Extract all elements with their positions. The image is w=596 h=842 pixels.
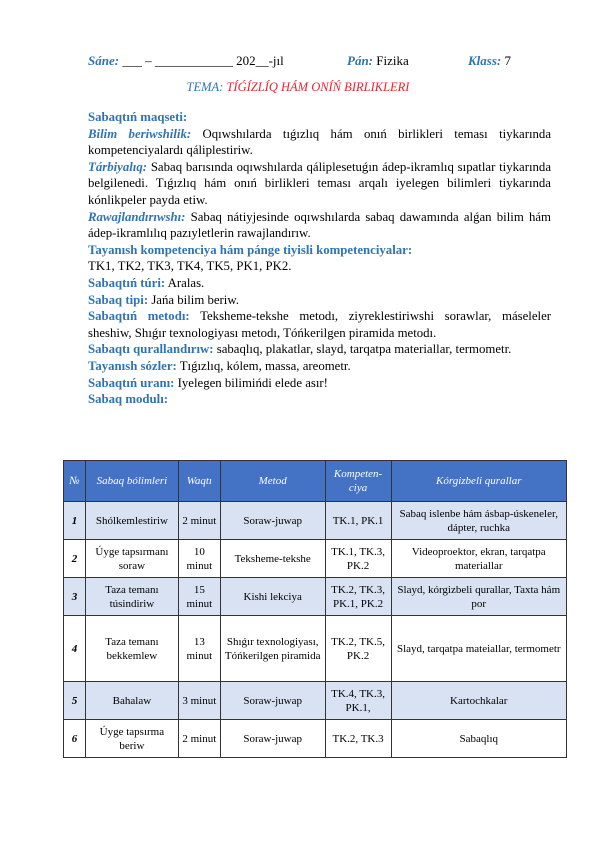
lesson-type-label: Sabaq tipi:: [88, 292, 149, 307]
developing-goal-text: Sabaq nátiyjesinde oqıwshılarda sabaq dawamında alǵan bilim hám ádep-ikramlılıq pazıyletlerin rawajlandırıw.: [88, 209, 551, 241]
row-section: Taza temanı túsindiriw: [85, 578, 178, 616]
methods-label: Sabaqtıń metodı:: [88, 309, 190, 324]
row-competency: TK.2, TK.5, PK.2: [325, 616, 391, 682]
competencies-value: TK1, TK2, TK3, TK4, TK5, PK1, PK2.: [88, 259, 292, 274]
table-row: [64, 616, 567, 682]
module-heading: Sabaq modulı:: [88, 392, 169, 407]
col-header-time: Waqtı: [178, 461, 220, 502]
col-header-method: Metod: [220, 461, 325, 502]
topic-line: [0, 80, 596, 95]
row-competency: TK.2, TK.3, PK.1, PK.2: [325, 578, 391, 616]
row-number: 3: [64, 578, 86, 616]
table-header-row: [64, 461, 567, 502]
goals-heading: Sabaqtıń maqseti:: [88, 110, 188, 124]
row-time: 2 minut: [178, 502, 220, 540]
competencies-label: Tayanısh kompetenciya hám pánge tiyisli kompetenciyalar:: [88, 242, 413, 257]
motto-value: Iyelegen bilimińdi elede asır!: [177, 375, 328, 390]
row-tools: Videoproektor, ekran, tarqatpa materiallar: [391, 540, 566, 578]
key-words-label: Tayanısh sózler:: [88, 358, 177, 373]
subject-field: [347, 53, 409, 69]
upbringing-goal: [88, 159, 551, 209]
lesson-kind-label: Sabaqtıń túri:: [88, 275, 166, 290]
developing-goal-label: Rawajlandırıwshı:: [88, 209, 186, 224]
row-number: 4: [64, 616, 86, 682]
table-row: [64, 682, 567, 720]
date-field: [88, 53, 284, 69]
subject-value: Fizika: [376, 53, 409, 68]
educational-goal-label: Bilim beriwshilik:: [88, 126, 192, 141]
educational-goal: [88, 126, 551, 159]
educational-goal-text: Oqıwshılarda tıǵızlıq hám onıń birlikleri teması tiykarında kompetenciyalardı qáliplestiriw.: [88, 126, 551, 158]
row-section: Shólkemlestiriw: [85, 502, 178, 540]
row-competency: TK.2, TK.3: [325, 720, 391, 758]
row-competency: TK.1, PK.1: [325, 502, 391, 540]
col-header-section: Sabaq bólimleri: [85, 461, 178, 502]
key-words-value: Tıǵızlıq, kólem, massa, areometr.: [179, 358, 351, 373]
row-number: 6: [64, 720, 86, 758]
row-competency: TK.1, TK.3, PK.2: [325, 540, 391, 578]
row-time: 3 minut: [178, 682, 220, 720]
motto-label: Sabaqtıń uranı:: [88, 375, 175, 390]
row-time: 2 minut: [178, 720, 220, 758]
row-tools: Slayd, tarqatpa mateiallar, termometr: [391, 616, 566, 682]
row-section: Úyge tapsırma beriw: [85, 720, 178, 758]
lesson-module-table: [63, 460, 567, 758]
col-header-tools: Kórgizbeli qurallar: [391, 461, 566, 502]
lesson-type-value: Jańa bilim beriw.: [151, 292, 239, 307]
row-section: Úyge tapsırmanı soraw: [85, 540, 178, 578]
date-value: ___ – ____________ 202__-jıl: [122, 53, 284, 68]
row-competency: TK.4, TK.3, PK.1,: [325, 682, 391, 720]
date-label: Sáne:: [88, 53, 120, 68]
row-time: 15 minut: [178, 578, 220, 616]
row-method: Soraw-juwap: [220, 682, 325, 720]
row-tools: Slayd, kórgizbeli qurallar, Taxta hám por: [391, 578, 566, 616]
row-method: Soraw-juwap: [220, 720, 325, 758]
row-number: 5: [64, 682, 86, 720]
lesson-kind-value: Aralas.: [167, 275, 205, 290]
table-row: [64, 540, 567, 578]
equipment-value: sabaqlıq, plakatlar, slayd, tarqatpa materiallar, termometr.: [216, 342, 512, 357]
equipment-label: Sabaqtı qurallandırıw:: [88, 342, 214, 357]
upbringing-goal-text: Sabaq barısında oqıwshılarda qáliplesetuǵın ádep-ikramlıq sıpatlar tiykarında belgilenedi. Tıǵızlıq hám onıń birlikleri teması arqalı iyelegen bilimleri tiykarında kónlikpeler payda etiw.: [88, 159, 552, 207]
row-section: Taza temanı bekkemlew: [85, 616, 178, 682]
header-line: [88, 53, 548, 71]
lesson-plan-body: [88, 109, 551, 408]
row-section: Bahalaw: [85, 682, 178, 720]
upbringing-goal-label: Tárbiyalıq:: [88, 159, 147, 174]
col-header-number: №: [64, 461, 86, 502]
row-tools: Sabaqlıq: [391, 720, 566, 758]
methods-value: Teksheme-tekshe metodı, ziyreklestiriwshi sorawlar, máseleler sheshiw, Shıǵır texnologiyası metodı, Tóńkerilgen piramida metodı.: [88, 309, 552, 340]
class-label: Klass:: [468, 53, 502, 68]
row-method: Teksheme-tekshe: [220, 540, 325, 578]
row-time: 13 minut: [178, 616, 220, 682]
table-row: [64, 720, 567, 758]
table-row: [64, 502, 567, 540]
row-number: 1: [64, 502, 86, 540]
col-header-competency: Kompeten-ciya: [325, 461, 391, 502]
developing-goal: [88, 209, 551, 242]
row-tools: Kartochkalar: [391, 682, 566, 720]
row-method: Shıǵır texnologiyası, Tóńkerilgen piramida: [220, 616, 325, 682]
row-method: Soraw-juwap: [220, 502, 325, 540]
row-time: 10 minut: [178, 540, 220, 578]
class-field: [468, 53, 511, 69]
row-method: Kishi lekciya: [220, 578, 325, 616]
topic-label: TEMA:: [186, 80, 224, 94]
row-tools: Sabaq islenbe hám ásbap-úskeneler, dápter, ruchka: [391, 502, 566, 540]
class-value: 7: [504, 53, 511, 68]
table-row: [64, 578, 567, 616]
subject-label: Pán:: [347, 53, 373, 68]
row-number: 2: [64, 540, 86, 578]
topic-title: TÍǴÍZLÍQ HÁM ONÍŃ BIRLIKLERI: [226, 80, 410, 94]
